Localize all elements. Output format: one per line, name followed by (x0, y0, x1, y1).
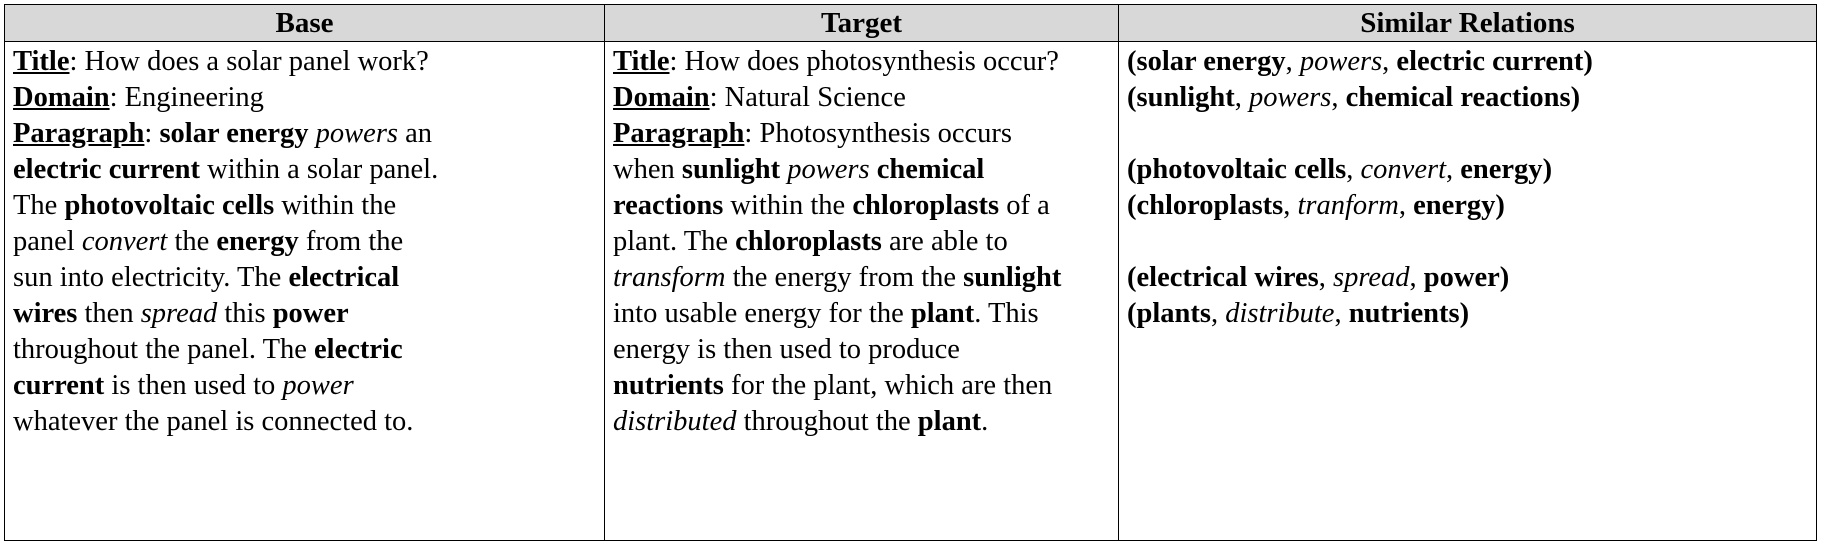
text-run: . (981, 406, 989, 437)
bold-term: chloroplasts (735, 226, 882, 257)
bold-term: ( (1127, 298, 1137, 329)
bold-term: chloroplasts (852, 190, 1000, 221)
relation-triple (1127, 44, 1808, 80)
target-domain-line (613, 80, 1110, 116)
text-run: within the (723, 190, 853, 221)
bold-term: power (1423, 262, 1500, 293)
text-run: from the (298, 226, 404, 257)
text-run: energy is then used to produce (613, 334, 960, 365)
paragraph-line (613, 296, 1110, 332)
text-run: the energy from the (725, 262, 964, 293)
bold-term: energy (1460, 154, 1543, 185)
bold-term: ( (1127, 154, 1137, 185)
bold-term: ( (1127, 46, 1137, 77)
text-run: , (1234, 82, 1249, 113)
bold-term: plant (910, 298, 975, 329)
relation-triple (1127, 260, 1808, 296)
relation-group-gap (1127, 224, 1808, 260)
italic-verb: powers (315, 118, 399, 149)
text-run: plant. The (613, 226, 736, 257)
paragraph-line (613, 116, 1110, 152)
text-run: , (1285, 46, 1300, 77)
base-title-value: : How does a solar panel work? (69, 46, 429, 77)
text-run: when (613, 154, 682, 185)
italic-verb: convert (1360, 154, 1446, 185)
bold-term: sunlight (963, 262, 1062, 293)
italic-verb: convert (81, 226, 168, 257)
paragraph-line (613, 188, 1110, 224)
italic-verb: distributed (613, 406, 737, 437)
bold-term: sunlight (1136, 82, 1235, 113)
text-run: within the (274, 190, 397, 221)
base-domain-label: Domain (13, 82, 110, 113)
bold-term: energy (216, 226, 299, 257)
text-run: . This (974, 298, 1039, 329)
target-title-line (613, 44, 1110, 80)
content-row (5, 42, 1817, 541)
bold-term: wires (13, 298, 78, 329)
relation-triple (1127, 188, 1808, 224)
text-run: , (1318, 262, 1333, 293)
base-domain-line (13, 80, 596, 116)
text-run: , (1409, 262, 1424, 293)
base-title-label: Title (13, 46, 70, 77)
italic-verb: powers (1248, 82, 1332, 113)
header-row (5, 5, 1817, 42)
bold-term: ) (1583, 46, 1593, 77)
paragraph-line (13, 332, 596, 368)
text-run: , (1346, 154, 1361, 185)
paragraph-line (13, 224, 596, 260)
paragraph-line (13, 116, 596, 152)
target-domain-label: Domain (613, 82, 710, 113)
relation-triple (1127, 80, 1808, 116)
bold-term: ) (1499, 262, 1510, 293)
text-run: into usable energy for the (613, 298, 911, 329)
text-run: whatever the panel is connected to. (13, 406, 414, 437)
text-run: , (1382, 46, 1397, 77)
bold-term: nutrients (1348, 298, 1460, 329)
bold-term: photovoltaic cells (1136, 154, 1347, 185)
text-run: are able to (881, 226, 1008, 257)
bold-term: electric current (13, 154, 200, 185)
text-run: throughout the panel. The (13, 334, 315, 365)
text-run (309, 118, 316, 149)
italic-verb: power (282, 370, 354, 401)
text-run: The (13, 190, 65, 221)
italic-verb: spread (1333, 262, 1410, 293)
base-paragraph (13, 116, 596, 440)
bold-term: plants (1136, 298, 1211, 329)
bold-term: solar energy (1136, 46, 1286, 77)
bold-term: ( (1127, 82, 1137, 113)
bold-term: ) (1542, 154, 1553, 185)
target-title-value: : How does photosynthesis occur? (669, 46, 1059, 77)
bold-term: electric (314, 334, 403, 365)
bold-term: energy (1413, 190, 1496, 221)
bold-term: current (13, 370, 105, 401)
text-run: , (1331, 82, 1346, 113)
text-run: is then used to (104, 370, 283, 401)
paragraph-line (613, 224, 1110, 260)
bold-term: ) (1570, 82, 1581, 113)
base-domain-value: : Engineering (109, 82, 264, 113)
analogy-table (4, 4, 1817, 541)
bold-term: photovoltaic cells (64, 190, 275, 221)
italic-verb: tranform (1297, 190, 1399, 221)
header-target: Target (605, 5, 1119, 42)
text-run: panel (13, 226, 82, 257)
italic-verb: spread (140, 298, 218, 329)
base-cell (5, 42, 605, 541)
bold-term: ( (1127, 190, 1137, 221)
paragraph-line (13, 404, 596, 440)
bold-term: chemical (876, 154, 985, 185)
relation-triple (1127, 152, 1808, 188)
text-run: , (1283, 190, 1298, 221)
text-run: : (144, 118, 160, 149)
text-run: an (398, 118, 433, 149)
bold-term: electrical (288, 262, 400, 293)
paragraph-line (13, 368, 596, 404)
text-run: this (217, 298, 273, 329)
base-title-line (13, 44, 596, 80)
paragraph-label: Paragraph (613, 118, 745, 149)
bold-term: solar energy (159, 118, 309, 149)
italic-verb: distribute (1225, 298, 1335, 329)
text-run: for the plant, which are then (723, 370, 1053, 401)
italic-verb: transform (613, 262, 726, 293)
text-run: : Photosynthesis occurs (744, 118, 1012, 149)
bold-term: electric current (1396, 46, 1584, 77)
text-run: , (1334, 298, 1349, 329)
relation-triple (1127, 296, 1808, 332)
paragraph-line (613, 152, 1110, 188)
bold-term: plant (917, 406, 982, 437)
bold-term: sunlight (681, 154, 781, 185)
relation-group-gap (1127, 116, 1808, 152)
header-base: Base (5, 5, 605, 42)
text-run: , (1210, 298, 1226, 329)
paragraph-line (13, 188, 596, 224)
text-run: the (167, 226, 217, 257)
text-run: throughout the (736, 406, 918, 437)
bold-term: ( (1127, 262, 1137, 293)
target-paragraph (613, 116, 1110, 440)
bold-term: chemical reactions (1345, 82, 1571, 113)
paragraph-line (613, 332, 1110, 368)
text-run: of a (999, 190, 1050, 221)
bold-term: nutrients (613, 370, 724, 401)
bold-term: reactions (613, 190, 724, 221)
paragraph-line (13, 152, 596, 188)
paragraph-line (613, 368, 1110, 404)
italic-verb: powers (1299, 46, 1383, 77)
italic-verb: powers (787, 154, 870, 185)
text-run: , (1446, 154, 1461, 185)
paragraph-line (613, 260, 1110, 296)
paragraph-line (613, 404, 1110, 440)
bold-term: power (272, 298, 349, 329)
bold-term: chloroplasts (1136, 190, 1284, 221)
target-cell (605, 42, 1119, 541)
target-title-label: Title (613, 46, 670, 77)
text-run: , (1398, 190, 1414, 221)
relations-cell (1119, 42, 1817, 541)
paragraph-line (13, 296, 596, 332)
header-similar-relations: Similar Relations (1119, 5, 1817, 42)
text-run: within a solar panel. (199, 154, 439, 185)
paragraph-label: Paragraph (13, 118, 145, 149)
text-run (870, 154, 877, 185)
bold-term: ) (1495, 190, 1505, 221)
text-run: sun into electricity. The (13, 262, 289, 293)
text-run: then (77, 298, 141, 329)
paragraph-line (13, 260, 596, 296)
bold-term: electrical wires (1136, 262, 1319, 293)
target-domain-value: : Natural Science (709, 82, 906, 113)
bold-term: ) (1459, 298, 1470, 329)
